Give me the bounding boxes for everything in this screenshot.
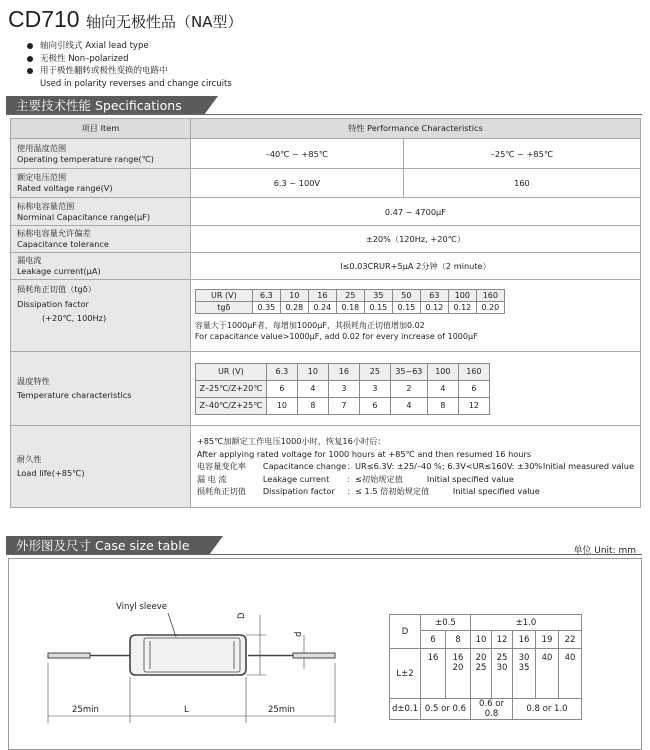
vinyl-leader xyxy=(168,613,176,637)
table-cell: 4 xyxy=(427,380,458,397)
table-cell: 100 xyxy=(427,363,458,380)
table-cell: 12 xyxy=(458,397,489,414)
D-label: D xyxy=(237,612,247,619)
unit-label: 单位 Unit: mm xyxy=(573,546,636,556)
row-en: Capacitance change xyxy=(262,461,347,472)
model-name: CD710 xyxy=(8,6,80,32)
divider xyxy=(6,114,642,115)
table-cell: 8 xyxy=(446,631,471,649)
table-cell: 4 xyxy=(390,397,427,414)
load-life-line: +85℃加额定工作电压1000小时，恢复16小时后： xyxy=(196,436,386,447)
table-cell: 16 xyxy=(328,363,359,380)
temp-range-label xyxy=(11,139,191,169)
label-cn: 额定电压范围 xyxy=(17,172,67,182)
table-cell: 16 20 xyxy=(446,649,471,699)
temp-range-value: –40℃ ~ +85℃ xyxy=(190,139,403,169)
load-life-row xyxy=(197,485,634,498)
capacitor-body xyxy=(130,635,246,675)
label-cn: 漏电流 xyxy=(17,255,42,265)
table-cell: ±1.0 xyxy=(471,615,582,631)
table-cell: 0.8 or 1.0 xyxy=(513,699,582,720)
temp-range-value: –25℃ ~ +85℃ xyxy=(403,139,640,169)
temperature-table xyxy=(195,363,490,415)
table-cell: 8 xyxy=(427,397,458,414)
row-value: ：≤初始规定值 xyxy=(346,473,403,484)
table-cell: 16 xyxy=(308,290,336,302)
row-cn: 电容量变化率 xyxy=(196,461,246,472)
model-subtitle: 轴向无极性品（NA型） xyxy=(86,13,243,31)
table-cell: 6 xyxy=(266,380,297,397)
table-cell: 4 xyxy=(297,380,328,397)
table-cell: 6.3 xyxy=(266,363,297,380)
body-length: L xyxy=(184,705,189,715)
page-title xyxy=(8,6,242,33)
table-cell: 6 xyxy=(458,380,489,397)
voltage-value: 6.3 ~ 100V xyxy=(190,169,403,198)
temperature-label xyxy=(11,352,191,426)
table-cell: 0.12 xyxy=(420,302,448,314)
case-section-title: 外形图及尺寸 Case size table xyxy=(6,536,209,555)
table-cell: 3 xyxy=(359,380,390,397)
table-cell: d±0.1 xyxy=(390,699,421,720)
row-extra: Initial measured value xyxy=(542,461,634,472)
feature-item: 无极性 Non–polarized xyxy=(26,53,232,66)
row-value: ：≤ 1.5 倍初始规定值 xyxy=(346,486,430,497)
table-cell: 16 xyxy=(513,631,536,649)
row-cn: 漏 电 流 xyxy=(196,473,227,484)
table-cell: 0.6 or 0.8 xyxy=(471,699,513,720)
table-cell: 8 xyxy=(297,397,328,414)
temperature-value xyxy=(190,352,640,426)
col-char-header: 特性 Performance Characteristics xyxy=(190,119,640,139)
table-cell: 10 xyxy=(297,363,328,380)
label-en: Rated voltage range(V) xyxy=(17,183,113,193)
vinyl-sleeve-label: Vinyl sleeve xyxy=(116,602,167,612)
table-cell: 160 xyxy=(458,363,489,380)
tolerance-label xyxy=(11,226,191,253)
table-cell: 0.20 xyxy=(476,302,504,314)
dimension-table xyxy=(389,614,582,720)
leakage-label xyxy=(11,253,191,280)
voltage-label xyxy=(11,169,191,198)
label-cond: (+20℃, 100Hz) xyxy=(42,313,107,323)
spec-section-title: 主要技术性能 Specifications xyxy=(6,96,204,115)
row-cn: 损耗角正切值 xyxy=(196,486,246,497)
table-cell: 6.3 xyxy=(252,290,280,302)
table-cell: 20 25 xyxy=(471,649,492,699)
lead-left xyxy=(48,653,90,658)
dissipation-note-cn: 容量大于1000μF者，每增加1000μF，其损耗角正切值增加0.02 xyxy=(194,321,425,330)
tolerance-value: ±20%（120Hz, +20℃） xyxy=(190,226,640,253)
load-life-line: After applying rated voltage for 1000 hours at +85℃ and then resumed 16 hours xyxy=(196,448,532,459)
d-label: d xyxy=(294,631,304,637)
table-cell: Z–40℃/Z+25℃ xyxy=(195,397,266,414)
label-cn: 标称电容量范围 xyxy=(17,200,75,211)
row-en: Dissipation factor xyxy=(262,486,335,497)
table-cell: 30 35 xyxy=(513,649,536,699)
table-cell: 0.24 xyxy=(308,302,336,314)
table-cell: 0.35 xyxy=(252,302,280,314)
row-extra: Initial specified value xyxy=(426,473,514,484)
dissipation-note-en: For capacitance value>1000μF, add 0.02 for every increase of 1000μF xyxy=(194,332,478,341)
table-cell: 40 xyxy=(536,649,559,699)
table-cell: 10 xyxy=(280,290,308,302)
col-item-header: 项目 Item xyxy=(11,119,191,139)
case-drawing xyxy=(8,585,378,733)
load-life-row xyxy=(197,473,634,486)
table-cell: 50 xyxy=(392,290,420,302)
feature-item: 用于极性翻转或极性变换的电路中 xyxy=(26,65,232,78)
table-cell: 22 xyxy=(559,631,582,649)
table-cell: L±2 xyxy=(390,649,421,699)
label-en: Leakage current(μA) xyxy=(17,266,101,276)
table-cell: 0.5 or 0.6 xyxy=(421,699,471,720)
voltage-value: 160 xyxy=(403,169,640,198)
load-life-value xyxy=(190,426,640,508)
capacitance-value: 0.47 ~ 4700μF xyxy=(190,198,640,226)
table-cell: 100 xyxy=(448,290,476,302)
table-cell: 25 30 xyxy=(492,649,513,699)
table-cell: tgδ xyxy=(195,302,252,314)
label-en: Load life(+85℃) xyxy=(17,468,85,478)
table-cell: 3 xyxy=(328,380,359,397)
dissipation-table xyxy=(195,289,505,314)
dissipation-value xyxy=(190,280,640,352)
leakage-value: I≤0.03CRUR+5μA 2分钟（2 minute） xyxy=(190,253,640,280)
table-cell: UR (V) xyxy=(195,363,266,380)
label-cn: 耐久性 xyxy=(17,454,42,464)
table-cell: 2 xyxy=(390,380,427,397)
label-cn: 损耗角正切值（tgδ） xyxy=(17,284,96,294)
table-cell: D xyxy=(390,615,421,649)
table-cell: 10 xyxy=(471,631,492,649)
table-cell: 6 xyxy=(359,397,390,414)
capacitance-label xyxy=(11,198,191,226)
load-life-row xyxy=(197,460,634,473)
table-cell: ±0.5 xyxy=(421,615,471,631)
table-cell: 16 xyxy=(421,649,446,699)
spec-table xyxy=(10,118,641,508)
table-cell: 35~63 xyxy=(390,363,427,380)
label-en: Dissipation factor xyxy=(17,299,89,309)
table-cell: 160 xyxy=(476,290,504,302)
table-cell: 25 xyxy=(359,363,390,380)
table-cell: 0.15 xyxy=(392,302,420,314)
table-cell: 6 xyxy=(421,631,446,649)
table-cell: 0.12 xyxy=(448,302,476,314)
table-cell: 19 xyxy=(536,631,559,649)
lead-right xyxy=(293,653,335,658)
dissipation-label xyxy=(11,280,191,352)
table-cell: 35 xyxy=(364,290,392,302)
table-cell: Z–25℃/Z+20℃ xyxy=(195,380,266,397)
table-cell: 0.28 xyxy=(280,302,308,314)
feature-item: 轴向引线式 Axial lead type xyxy=(26,40,232,53)
lead-right-length: 25min xyxy=(268,705,295,715)
table-cell: UR (V) xyxy=(195,290,252,302)
load-life-label xyxy=(11,426,191,508)
table-cell: 40 xyxy=(559,649,582,699)
table-cell: 7 xyxy=(328,397,359,414)
label-cn: 标称电容量允许偏差 xyxy=(17,228,91,238)
divider xyxy=(6,554,642,555)
label-en: Operating temperature range(℃) xyxy=(17,153,154,164)
table-cell: 0.15 xyxy=(364,302,392,314)
feature-list xyxy=(26,40,232,90)
label-cn: 使用温度范围 xyxy=(17,142,67,153)
feature-item: Used in polarity reverses and change circuits xyxy=(40,78,232,89)
table-cell: 10 xyxy=(266,397,297,414)
table-cell: 25 xyxy=(336,290,364,302)
label-en: Capacitance tolerance xyxy=(17,239,109,249)
label-en: Norminal Capacitance range(μF) xyxy=(17,211,151,222)
label-en: Temperature characteristics xyxy=(17,390,132,400)
row-en: Leakage current xyxy=(262,473,330,484)
table-cell: 0.18 xyxy=(336,302,364,314)
row-extra: Initial specified value xyxy=(452,486,540,497)
label-cn: 温度特性 xyxy=(17,376,50,386)
table-cell: 12 xyxy=(492,631,513,649)
lead-left-length: 25min xyxy=(72,705,99,715)
row-value: ：UR≤6.3V: ±25/–40 %; 6.3V<UR≤160V: ±30% xyxy=(346,461,543,472)
table-cell: 63 xyxy=(420,290,448,302)
